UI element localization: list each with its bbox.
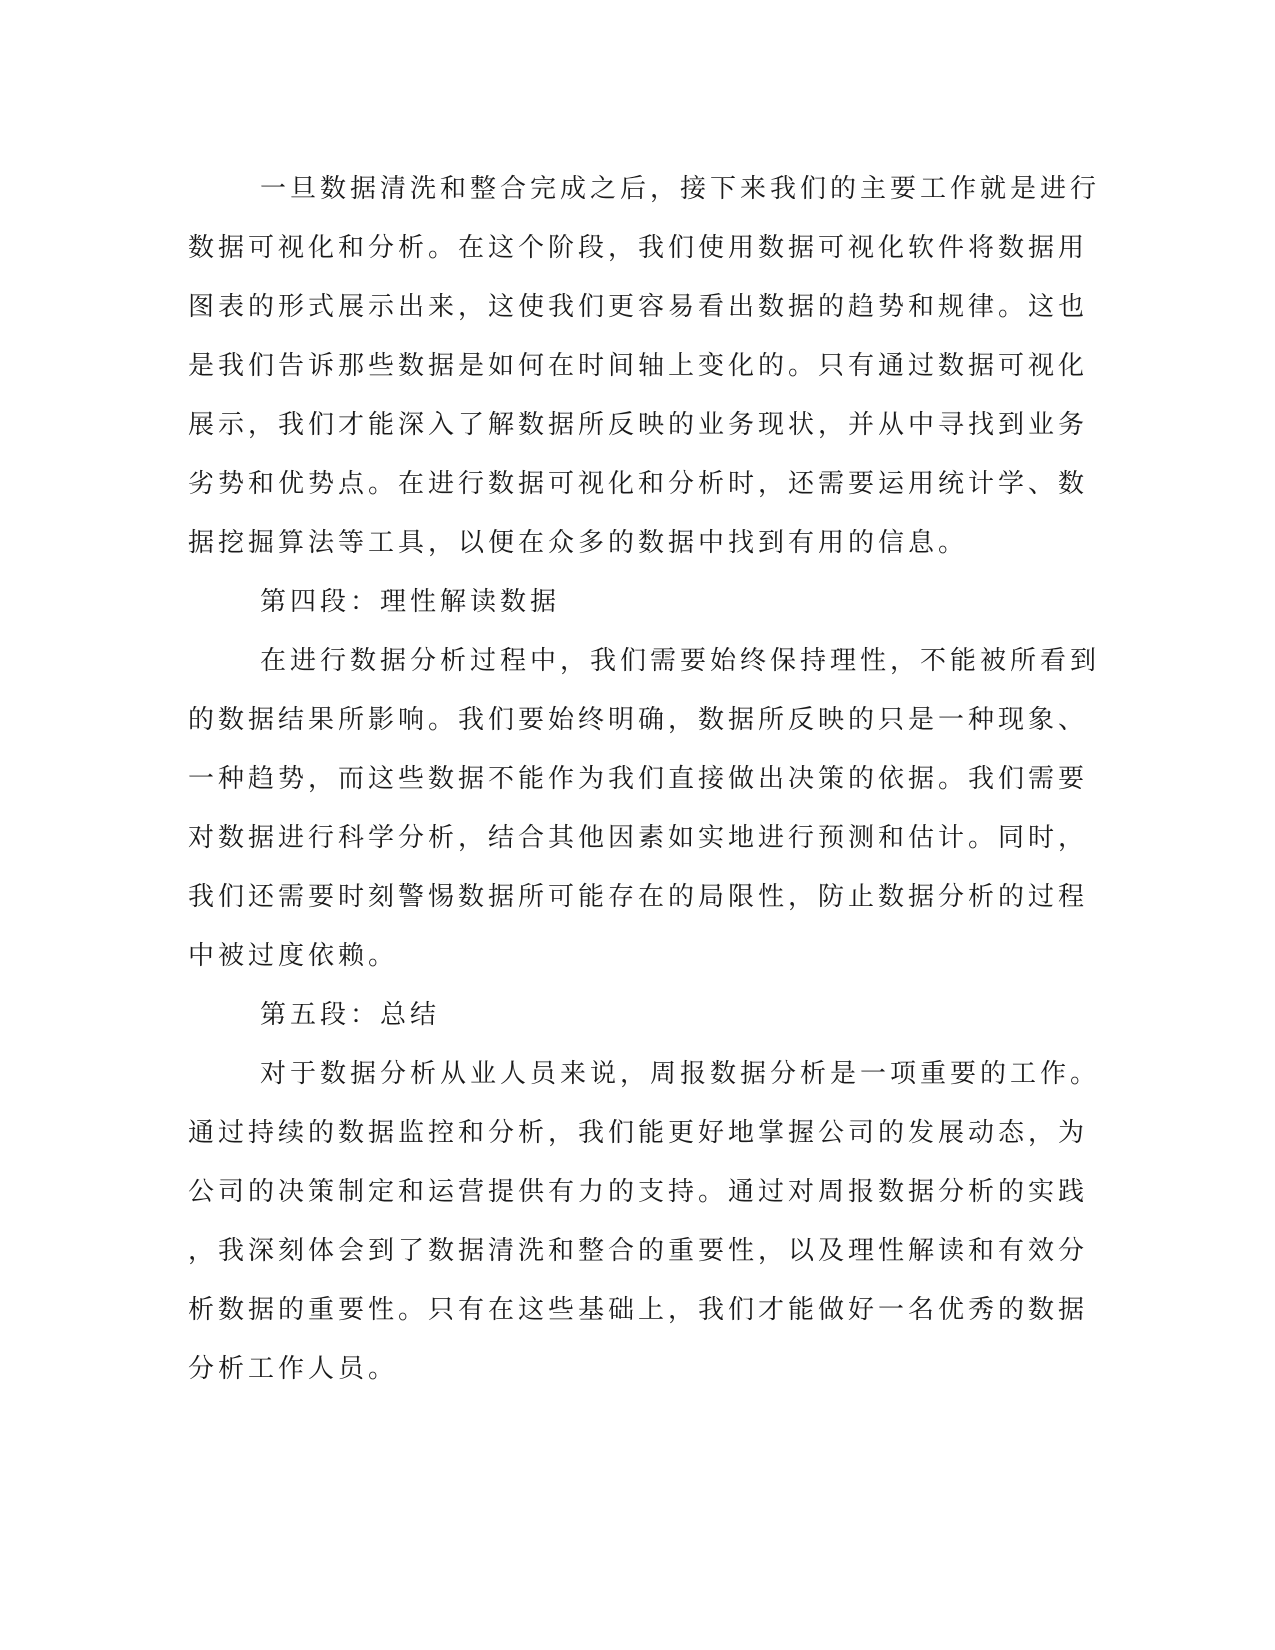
text-line: 数据可视化和分析。在这个阶段，我们使用数据可视化软件将数据用: [188, 233, 1089, 263]
paragraph-rational-interpretation: [188, 632, 1101, 986]
text-line: 通过持续的数据监控和分析，我们能更好地掌握公司的发展动态，为: [188, 1118, 1089, 1148]
text-line: 分析工作人员。: [188, 1354, 399, 1384]
text-line: 一旦数据清洗和整合完成之后，接下来我们的主要工作就是进行: [260, 174, 1101, 204]
paragraph-data-visualization: [188, 160, 1101, 573]
text-line: 据挖掘算法等工具，以便在众多的数据中找到有用的信息。: [188, 528, 969, 558]
text-line: 在进行数据分析过程中，我们需要始终保持理性，不能被所看到: [260, 646, 1101, 676]
text-line: 对数据进行科学分析，结合其他因素如实地进行预测和估计。同时，: [188, 823, 1089, 853]
section-heading-5: 第五段：总结: [260, 1000, 441, 1030]
section-heading-4: 第四段：理性解读数据: [260, 587, 561, 617]
text-line: 中被过度依赖。: [188, 941, 399, 971]
paragraph-summary: [188, 1045, 1101, 1399]
text-line: 公司的决策制定和运营提供有力的支持。通过对周报数据分析的实践: [188, 1177, 1089, 1207]
text-line: 的数据结果所影响。我们要始终明确，数据所反映的只是一种现象、: [188, 705, 1089, 735]
text-line: 我们还需要时刻警惕数据所可能存在的局限性，防止数据分析的过程: [188, 882, 1089, 912]
text-line: 图表的形式展示出来，这使我们更容易看出数据的趋势和规律。这也: [188, 292, 1089, 322]
text-line: 劣势和优势点。在进行数据可视化和分析时，还需要运用统计学、数: [188, 469, 1089, 499]
text-line: 是我们告诉那些数据是如何在时间轴上变化的。只有通过数据可视化: [188, 351, 1089, 381]
text-line: 析数据的重要性。只有在这些基础上，我们才能做好一名优秀的数据: [188, 1295, 1089, 1325]
text-line: 对于数据分析从业人员来说，周报数据分析是一项重要的工作。: [260, 1059, 1101, 1089]
text-line: 一种趋势，而这些数据不能作为我们直接做出决策的依据。我们需要: [188, 764, 1089, 794]
text-line: 展示，我们才能深入了解数据所反映的业务现状，并从中寻找到业务: [188, 410, 1089, 440]
text-line: ，我深刻体会到了数据清洗和整合的重要性，以及理性解读和有效分: [188, 1236, 1089, 1266]
document-body: [188, 160, 1101, 1399]
